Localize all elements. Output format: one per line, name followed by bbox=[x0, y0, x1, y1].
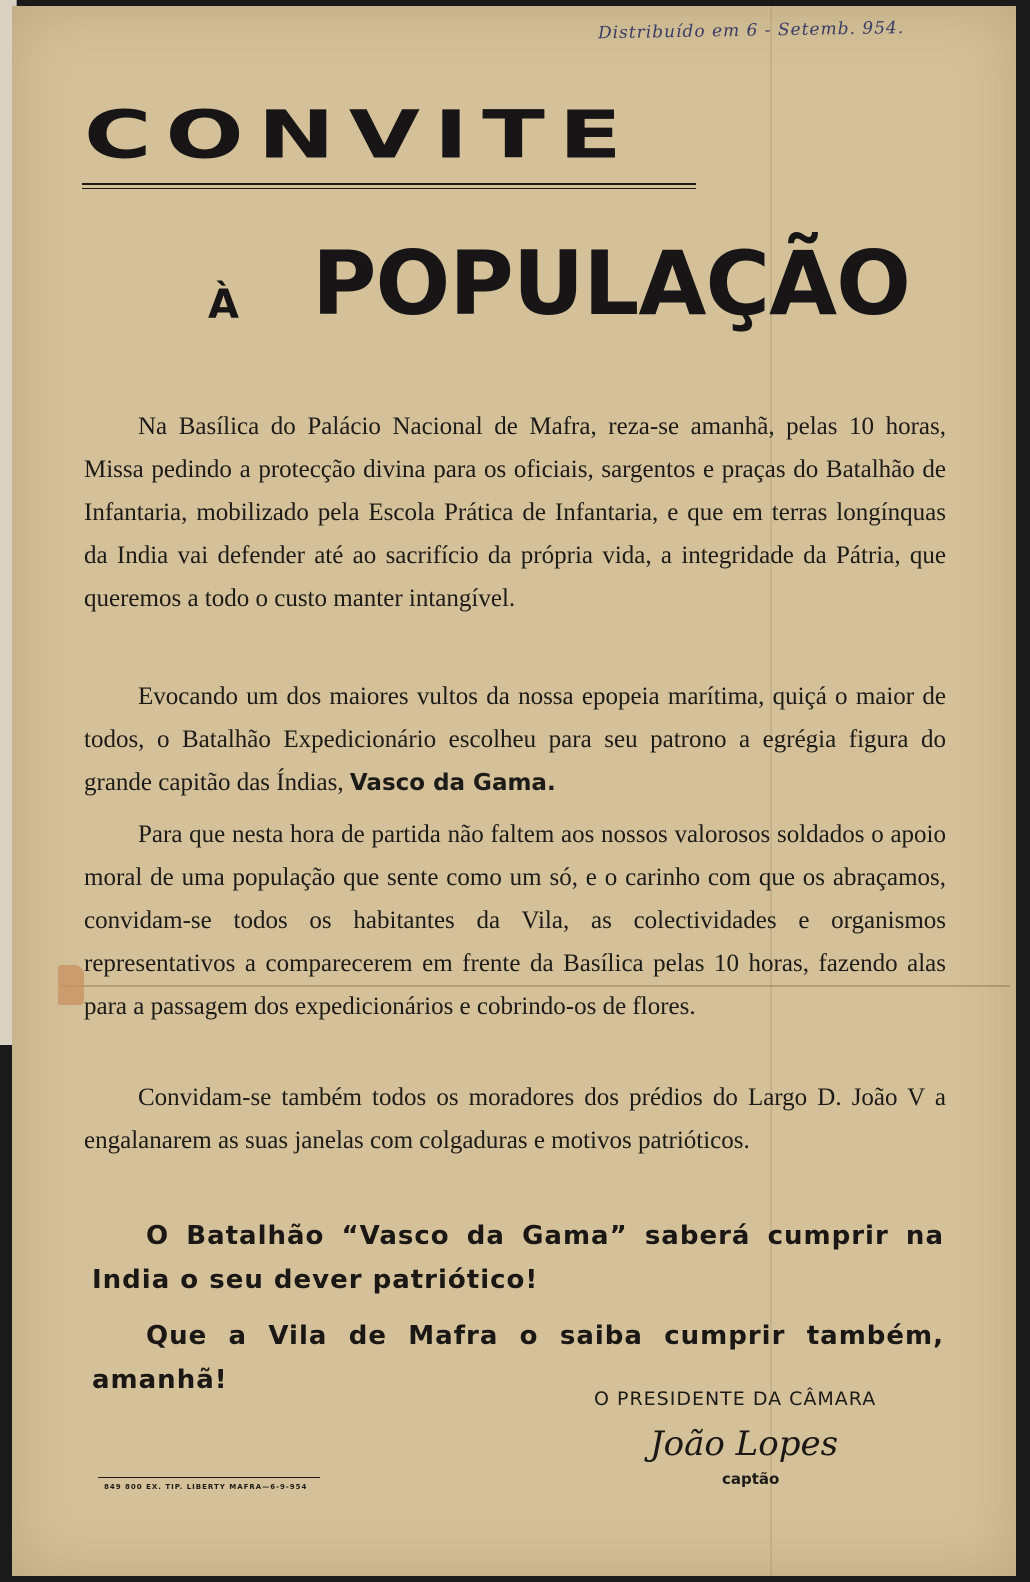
patron-name: Vasco da Gama. bbox=[349, 770, 556, 796]
paragraph-invitation: Para que nesta hora de partida não faltem aos nossos valorosos soldados o apoio moral de uma população que sente como um só, e o carinho com que os abraçamos, convidam-se todos os habitantes da Vila, as colectividades e organismos representativos a comparecerem em frente da Basílica pelas 10 horas, fazendo alas para a passagem dos expedicionários e cobrindo-os de flores. bbox=[84, 821, 946, 1020]
signature-name: João Lopes bbox=[650, 1424, 839, 1464]
handwritten-distribution-note: Distribuído em 6 - Setemb. 954. bbox=[597, 18, 905, 44]
slogan-battalion: O Batalhão “Vasco da Gama” saberá cumprir na India o seu dever patriótico! bbox=[92, 1221, 944, 1295]
slogan-mafra: Que a Vila de Mafra o saiba cumprir também, amanhã! bbox=[92, 1321, 944, 1395]
signature-role: O PRESIDENTE DA CÂMARA bbox=[594, 1388, 877, 1410]
title-underline bbox=[82, 183, 696, 185]
printer-imprint: 849 800 EX. TIP. LIBERTY MAFRA—6-9-954 bbox=[104, 1483, 308, 1491]
paragraph-residents: Convidam-se também todos os moradores dos prédios do Largo D. João V a engalanarem as suas janelas com colgaduras e motivos patrióticos. bbox=[84, 1084, 946, 1154]
title-convite: CONVITE bbox=[84, 96, 636, 174]
signature-rank: captão bbox=[722, 1470, 780, 1488]
paper-stain bbox=[58, 965, 84, 1005]
title-populacao: POPULAÇÃO bbox=[312, 232, 910, 335]
printer-rule bbox=[98, 1477, 320, 1478]
paragraph-mass: Na Basílica do Palácio Nacional de Mafra, reza-se amanhã, pelas 10 horas, Missa pedindo a protecção divina para os oficiais, sargentos e praças do Batalhão de Infantaria, mobilizado pela Escola Prática de Infantaria, e que em terras longínquas da India vai defender até ao sacrifício da própria vida, a integridade da Pátria, que queremos a todo o custo manter intangível. bbox=[84, 413, 946, 612]
title-underline-thin bbox=[82, 188, 696, 189]
title-prefix: À bbox=[208, 282, 239, 328]
paragraph-patron: Evocando um dos maiores vultos da nossa epopeia marítima, quiçá o maior de todos, o Batalhão Expedicionário escolheu para seu patrono a egrégia figura do grande capitão das Índias, Vasco da Gama. bbox=[84, 683, 946, 796]
